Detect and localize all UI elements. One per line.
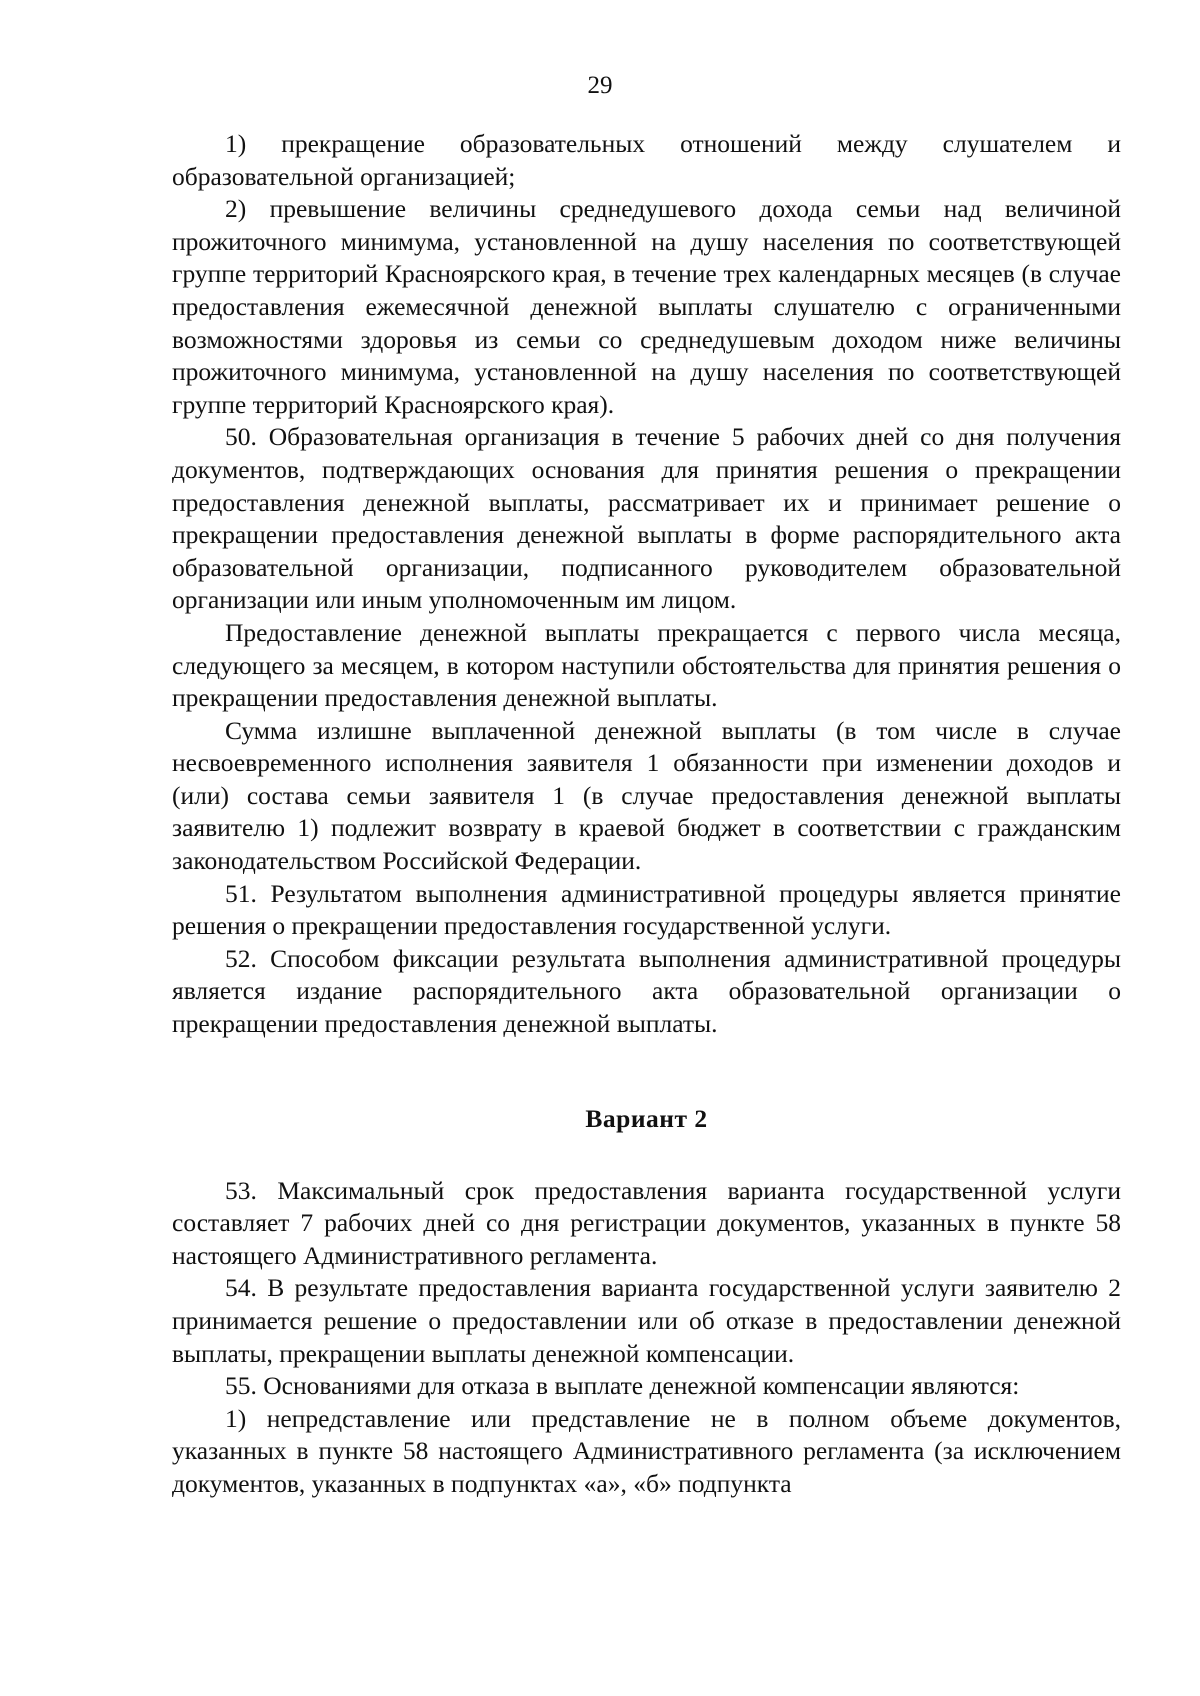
paragraph-50: 50. Образовательная организация в течение 5 рабочих дней со дня получения документов, подтверждающих основания для принятия решения о прекращении предоставления денежной выплаты, рассматривает их и принимает решение о прекращении предоставления денежной выплаты в форме распорядительного акта образовательной организации, подписанного руководителем образовательной организации или иным уполномоченным им лицом. — [172, 422, 1121, 615]
document-body — [172, 128, 1121, 1501]
paragraph-53: 53. Максимальный срок предоставления варианта государственной услуги составляет 7 рабочих дней со дня регистрации документов, указанных в пункте 58 настоящего Административного регламента. — [172, 1175, 1121, 1270]
paragraph-52: 52. Способом фиксации результата выполнения административной процедуры является издание распорядительного акта образовательной организации о прекращении предоставления денежной выплаты. — [172, 943, 1121, 1039]
paragraph-1-termination-of-relations: 1) прекращение образовательных отношений между слушателем и образовательной организацией; — [172, 129, 1121, 191]
section-heading-variant-2: Вариант 2 — [585, 1103, 708, 1133]
paragraph-55-item-1: 1) непредставление или представление не в полном объеме документов, указанных в пункте 58 настоящего Административного регламента (за исключением документов, указанных в подпунктах «а», «б» подпункта — [172, 1403, 1121, 1498]
paragraph-payment-termination-date: Предоставление денежной выплаты прекращается с первого числа месяца, следующего за месяцем, в котором наступили обстоятельства для принятия решения о прекращении предоставления денежной выплаты. — [172, 617, 1121, 713]
paragraph-2-income-excess: 2) превышение величины среднедушевого дохода семьи над величиной прожиточного минимума, установленной на душу населения по соответствующей группе территорий Красноярского края, в течение трех календарных месяцев (в случае предоставления ежемесячной денежной выплаты слушателю с ограниченными возможностями здоровья из семьи со среднедушевым доходом ниже величины прожиточного минимума, установленной на душу населения по соответствующей группе территорий Красноярского края). — [172, 194, 1121, 419]
page-number: 29 — [587, 72, 613, 99]
paragraph-51: 51. Результатом выполнения административной процедуры является принятие решения о прекращении предоставления государственной услуги. — [172, 878, 1121, 941]
paragraph-54: 54. В результате предоставления варианта государственной услуги заявителю 2 принимается решение о предоставлении или об отказе в предоставлении денежной выплаты, прекращении выплаты денежной компенсации. — [172, 1273, 1121, 1368]
paragraph-55: 55. Основаниями для отказа в выплате денежной компенсации являются: — [225, 1371, 1020, 1401]
paragraph-overpaid-amount: Сумма излишне выплаченной денежной выплаты (в том числе в случае несвоевременного исполнения заявителя 1 обязанности при изменении доходов и (или) состава семьи заявителя 1 (в случае предоставления денежной выплаты заявителю 1) подлежит возврату в краевой бюджет в соответствии с гражданским законодательством Российской Федерации. — [172, 715, 1121, 876]
